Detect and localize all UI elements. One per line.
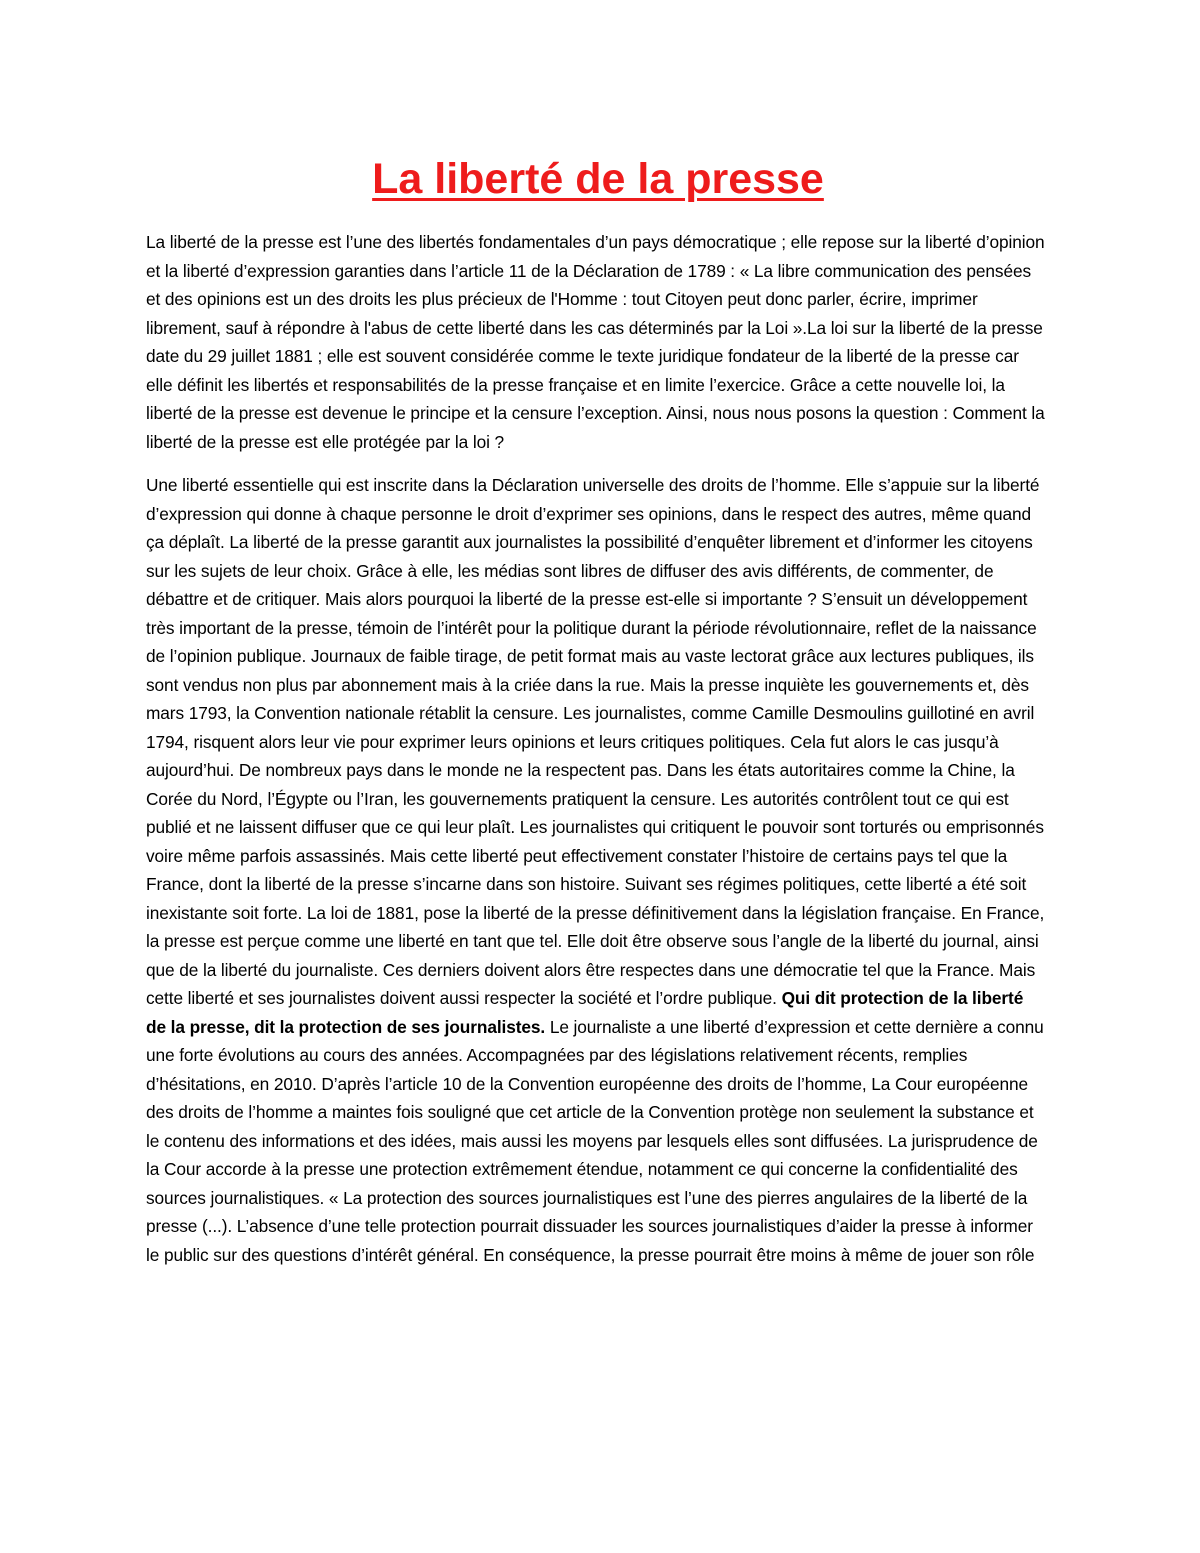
body-text-part-2: Le journaliste a une liberté d’expression et cette dernière a connu une forte évolutions au cours des années. Accompagnées par des législations relativement récents, remplies d’hésitations, en 2010. D’après l’article 10 de la Convention européenne des droits de l’homme, La Cour européenne des droits de l’homme a maintes fois souligné que cet article de la Convention protège non seulement la substance et le contenu des informations et des idées, mais aussi les moyens par lesquels elles sont diffusées. La jurisprudence de la Cour accorde à la presse une protection extrêmement étendue, notamment ce qui concerne la confidentialité des sources journalistiques. « La protection des sources journalistiques est l’une des pierres angulaires de la liberté de la presse (...). L’absence d’une telle protection pourrait dissuader les sources journalistiques d’aider la presse à informer le public sur des questions d’intérêt général. En conséquence, la presse pourrait être moins à même de jouer son rôle <box>146 1016 1044 1265</box>
body-paragraph <box>146 471 1046 1269</box>
body-bold-statement: Qui dit protection de la liberté de la presse, dit la protection de ses journalistes. <box>146 988 1024 1037</box>
document-title: La liberté de la presse <box>372 155 824 203</box>
body-text-part-1: Une liberté essentielle qui est inscrite dans la Déclaration universelle des droits de l’homme. Elle s’appuie sur la liberté d’expression qui donne à chaque personne le droit d’exprimer ses opinions, dans le respect des autres, même quand ça déplaît. La liberté de la presse garantit aux journalistes la possibilité d’enquêter librement et d’informer les citoyens sur les sujets de leur choix. Grâce à elle, les médias sont libres de diffuser des avis différents, de commenter, de débattre et de critiquer. Mais alors pourquoi la liberté de la presse est-elle si importante ? S’ensuit un développement très important de la presse, témoin de l’intérêt pour la politique durant la période révolutionnaire, reflet de la naissance de l’opinion publique. Journaux de faible tirage, de petit format mais au vaste lectorat grâce aux lectures publiques, ils sont vendus non plus par abonnement mais à la criée dans la rue. Mais la presse inquiète les gouvernements et, dès mars 1793, la Convention nationale rétablit la censure. Les journalistes, comme Camille Desmoulins guillotiné en avril 1794, risquent alors leur vie pour exprimer leurs opinions et leurs critiques politiques. Cela fut alors le cas jusqu’à aujourd’hui. De nombreux pays dans le monde ne la respectent pas. Dans les états autoritaires comme la Chine, la Corée du Nord, l’Égypte ou l’Iran, les gouvernements pratiquent la censure. Les autorités contrôlent tout ce qui est publié et ne laissent diffuser que ce qui leur plaît. Les journalistes qui critiquent le pouvoir sont torturés ou emprisonnés voire même parfois assassinés. Mais cette liberté peut effectivement constater l’histoire de certains pays tel que la France, dont la liberté de la presse s’incarne dans son histoire. Suivant ses régimes politiques, cette liberté a été soit inexistante soit forte. La loi de 1881, pose la liberté de la presse définitivement dans la législation française. En France, la presse est perçue comme une liberté en tant que tel. Elle doit être observe sous l’angle de la liberté du journal, ainsi que de la liberté du journaliste. Ces derniers doivent alors être respectes dans une démocratie tel que la France. Mais cette liberté et ses journalistes doivent aussi respecter la société et l’ordre publique. <box>146 475 1045 1008</box>
intro-paragraph: La liberté de la presse est l’une des libertés fondamentales d’un pays démocratique ; elle repose sur la liberté d’opinion et la liberté d’expression garanties dans l’article 11 de la Déclaration de 1789 : « La libre communication des pensées et des opinions est un des droits les plus précieux de l'Homme : tout Citoyen peut donc parler, écrire, imprimer librement, sauf à répondre à l'abus de cette liberté dans les cas déterminés par la Loi ».La loi sur la liberté de la presse date du 29 juillet 1881 ; elle est souvent considérée comme le texte juridique fondateur de la liberté de la presse car elle définit les libertés et responsabilités de la presse française et en limite l’exercice. Grâce a cette nouvelle loi, la liberté de la presse est devenue le principe et la censure l’exception. Ainsi, nous nous posons la question : Comment la liberté de la presse est elle protégée par la loi ? <box>146 232 1045 452</box>
